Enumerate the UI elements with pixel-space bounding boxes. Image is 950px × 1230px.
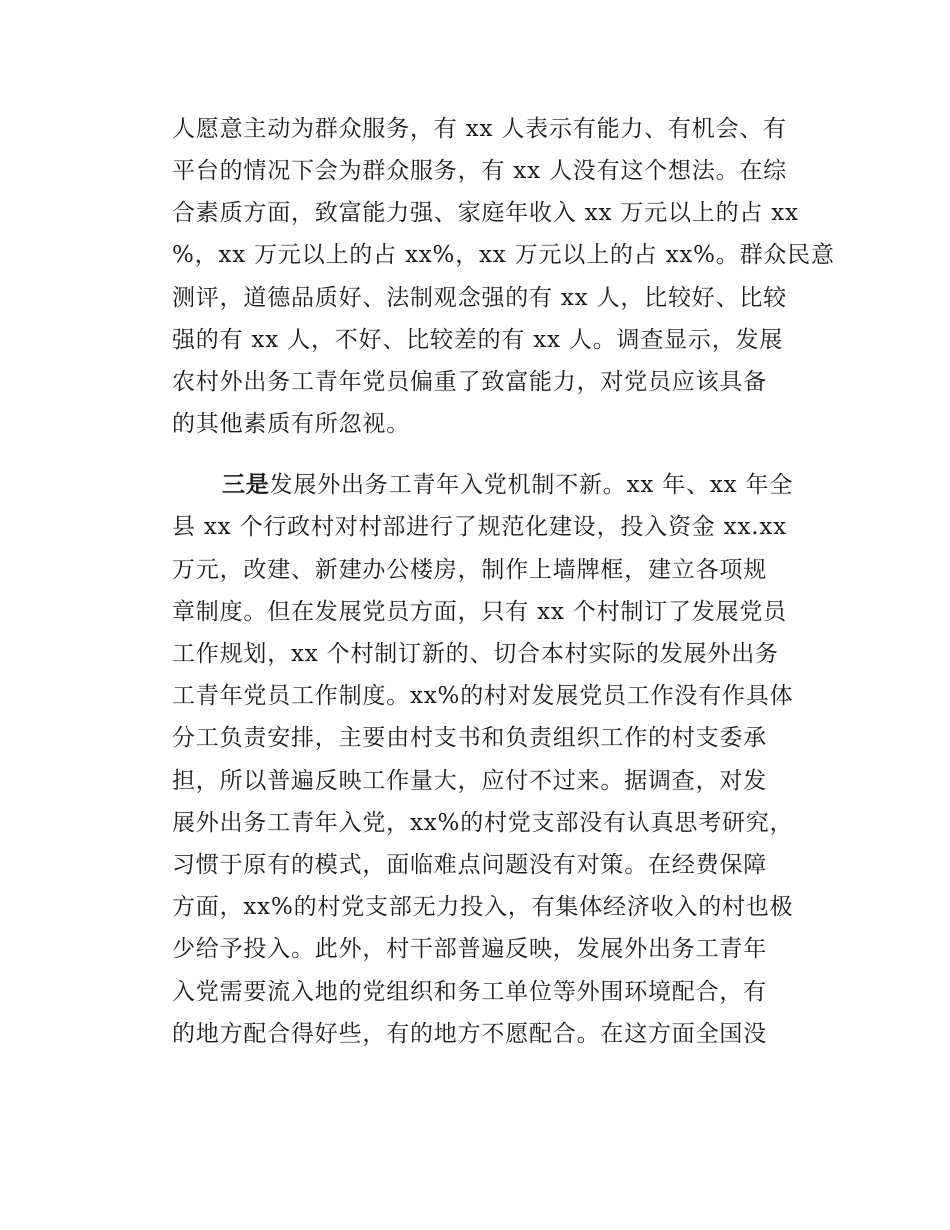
paragraph-2-line-14: 的地方配合得好些，有的地方不愿配合。在这方面全国没 [172,1021,767,1047]
paragraph-2-line-11: 方面，xx%的村党支部无力投入，有集体经济收入的村也极 [172,894,794,920]
paragraph-2-line-4: 章制度。但在发展党员方面，只有 xx 个村制订了发展党员 [172,599,787,625]
paragraph-2-first-line-text: 发展外出务工青年入党机制不新。xx 年、xx 年全 [269,472,794,498]
paragraph-2-line-10: 习惯于原有的模式，面临难点问题没有对策。在经费保障 [172,852,767,878]
paragraph-1-line-6: 强的有 xx 人，不好、比较差的有 xx 人。调查显示，发展 [172,327,784,353]
paragraph-2-line-7: 分工负责安排，主要由村支书和负责组织工作的村支委承 [172,725,767,751]
paragraph-2-line-8: 担，所以普遍反映工作量大，应付不过来。据调查，对发 [172,768,767,794]
paragraph-2-lead: 三是 [222,471,270,498]
paragraph-1-line-5: 测评，道德品质好、法制观念强的有 xx 人，比较好、比较 [172,285,787,311]
paragraph-1-line-7: 农村外出务工青年党员偏重了致富能力，对党员应该具备 [172,369,767,395]
paragraph-2-line-12: 少给予投入。此外，村干部普遍反映，发展外出务工青年 [172,936,767,962]
paragraph-1-line-2: 平台的情况下会为群众服务，有 xx 人没有这个想法。在综 [172,158,787,184]
paragraph-1-line-4: %，xx 万元以上的占 xx%，xx 万元以上的占 xx%。群众民意 [172,242,835,268]
paragraph-2-line-9: 展外出务工青年入党，xx%的村党支部没有认真思考研究， [172,810,794,836]
paragraph-2-line-2: 县 xx 个行政村对村部进行了规范化建设，投入资金 xx.xx [172,514,787,540]
paragraph-2-line-5: 工作规划，xx 个村制订新的、切合本村实际的发展外出务 [172,641,779,667]
paragraph-1-line-8: 的其他素质有所忽视。 [172,411,410,437]
paragraph-1-line-1: 人愿意主动为群众服务，有 xx 人表示有能力、有机会、有 [172,116,787,142]
paragraph-2-line-13: 入党需要流入地的党组织和务工单位等外围环境配合，有 [172,979,767,1005]
paragraph-2-first-line [222,470,812,500]
paragraph-2-line-3: 万元，改建、新建办公楼房，制作上墙牌框，建立各项规 [172,557,767,583]
paragraph-1-line-3: 合素质方面，致富能力强、家庭年收入 xx 万元以上的占 xx [172,200,799,226]
paragraph-2-line-6: 工青年党员工作制度。xx%的村对发展党员工作没有作具体 [172,683,794,709]
